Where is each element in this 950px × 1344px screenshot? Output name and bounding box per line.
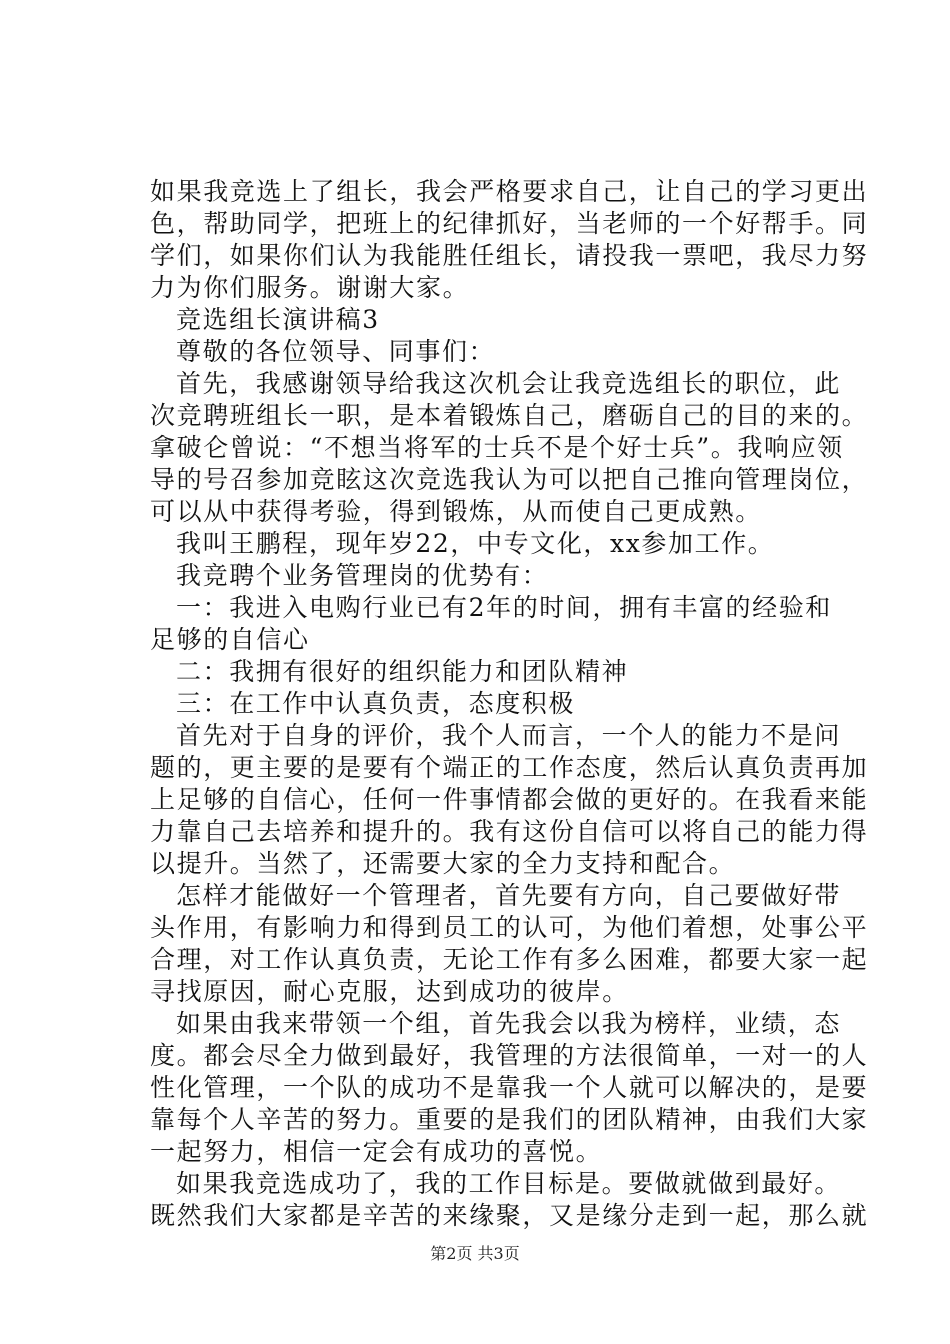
text-line: 如果我竞选上了组长，我会严格要求自己，让自己的学习更出 [150, 177, 869, 206]
text-line: 合理，对工作认真负责，无论工作有多么困难，都要大家一起 [150, 945, 869, 974]
text-line: 次竞聘班组长一职，是本着锻炼自己，磨砺自己的目的来的。 [150, 401, 869, 430]
text-line: 首先对于自身的评价，我个人而言，一个人的能力不是问 [176, 721, 842, 750]
list-item: 二：我拥有很好的组织能力和团队精神 [176, 657, 629, 686]
text-line: 首先，我感谢领导给我这次机会让我竞选组长的职位，此 [176, 369, 842, 398]
document-body [150, 176, 869, 1232]
text-line: 寻找原因，耐心克服，达到成功的彼岸。 [150, 977, 629, 1006]
text-line: 我竞聘个业务管理岗的优势有： [176, 561, 549, 590]
text-line: 导的号召参加竞眩这次竞选我认为可以把自己推向管理岗位， [150, 465, 869, 494]
text-line: 上足够的自信心，任何一件事情都会做的更好的。在我看来能 [150, 785, 869, 814]
text-line: 我叫王鹏程，现年岁22，中专文化，xx参加工作。 [176, 529, 775, 558]
text-line: 度。都会尽全力做到最好，我管理的方法很简单，一对一的人 [150, 1041, 869, 1070]
text-line: 一起努力，相信一定会有成功的喜悦。 [150, 1137, 603, 1166]
text-line: 色，帮助同学，把班上的纪律抓好，当老师的一个好帮手。同 [150, 209, 869, 238]
text-line: 题的，更主要的是要有个端正的工作态度，然后认真负责再加 [150, 753, 869, 782]
text-line: 如果我竞选成功了，我的工作目标是。要做就做到最好。 [176, 1169, 842, 1198]
list-item: 一：我进入电购行业已有2年的时间，拥有丰富的经验和 [176, 593, 832, 622]
text-line: 足够的自信心 [150, 625, 310, 654]
text-line: 怎样才能做好一个管理者，首先要有方向，自己要做好带 [176, 881, 842, 910]
text-line: 拿破仑曾说：“不想当将军的士兵不是个好士兵”。我响应领 [150, 433, 844, 462]
text-line: 以提升。当然了，还需要大家的全力支持和配合。 [150, 849, 736, 878]
text-line: 靠每个人辛苦的努力。重要的是我们的团队精神，由我们大家 [150, 1105, 869, 1134]
text-line: 可以从中获得考验，得到锻炼，从而使自己更成熟。 [150, 497, 762, 526]
page-number: 第2页 共3页 [430, 1244, 520, 1263]
salutation: 尊敬的各位领导、同事们： [176, 337, 496, 366]
text-line: 既然我们大家都是辛苦的来缘聚，又是缘分走到一起，那么就 [150, 1201, 869, 1230]
list-item: 三：在工作中认真负责，态度积极 [176, 689, 576, 718]
text-line: 力靠自己去培养和提升的。我有这份自信可以将自己的能力得 [150, 817, 869, 846]
text-line: 力为你们服务。谢谢大家。 [150, 273, 470, 302]
text-line: 学们，如果你们认为我能胜任组长，请投我一票吧，我尽力努 [150, 241, 869, 270]
section-heading: 竞选组长演讲稿3 [176, 305, 380, 334]
text-line: 如果由我来带领一个组，首先我会以我为榜样，业绩，态 [176, 1009, 842, 1038]
text-line: 头作用，有影响力和得到员工的认可，为他们着想，处事公平 [150, 913, 869, 942]
text-line: 性化管理，一个队的成功不是靠我一个人就可以解决的，是要 [150, 1073, 869, 1102]
